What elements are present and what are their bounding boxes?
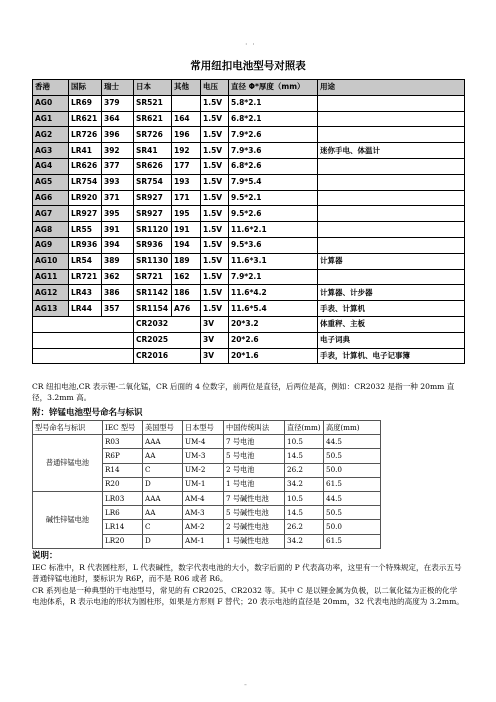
- table-cell: [172, 95, 201, 111]
- button-battery-table: [32, 79, 465, 364]
- table-cell: 5 号碱性电池: [224, 506, 285, 520]
- table-cell: 1.5V: [201, 174, 229, 190]
- table-cell: SR936: [134, 237, 172, 253]
- table-row: [33, 269, 465, 285]
- table-cell: 44.5: [324, 435, 381, 449]
- table-cell: LR41: [69, 143, 102, 159]
- table-cell: SR1142: [134, 285, 172, 301]
- table-cell: LR726: [69, 127, 102, 143]
- table-cell: IEC 型号: [103, 421, 143, 435]
- table-cell: 2 号电池: [224, 463, 285, 477]
- table-cell: AG6: [33, 190, 69, 206]
- table-cell: 1 号电池: [224, 477, 285, 491]
- table-cell: 手表、计算机: [318, 301, 465, 317]
- table-cell: [33, 348, 134, 364]
- table-cell: [318, 237, 465, 253]
- table-header-row: [33, 421, 381, 435]
- table-cell: 61.5: [324, 477, 381, 491]
- table-cell: CR2032: [134, 316, 201, 332]
- table-cell: 61.5: [324, 534, 381, 548]
- table-cell: [318, 111, 465, 127]
- table-cell: [318, 269, 465, 285]
- table-row: [33, 127, 465, 143]
- cr-note: CR 纽扣电池,CR 表示锂-二氧化锰，CR 后面的 4 位数字，前两位是直径，后两位是高，例如：CR2032 是指一种 20mm 直径，3.2mm 高。: [32, 382, 455, 403]
- table-cell: LR20: [103, 534, 143, 548]
- table-cell: 型号命名与标识: [33, 421, 103, 435]
- table-cell: 7 号电池: [224, 435, 285, 449]
- table-cell: 379: [102, 95, 134, 111]
- table-cell: [33, 316, 134, 332]
- table-cell: 1 号碱性电池: [224, 534, 285, 548]
- table-cell: 196: [172, 127, 201, 143]
- table-cell: AG2: [33, 127, 69, 143]
- table-cell: 50.0: [324, 520, 381, 534]
- table-row: [33, 491, 381, 505]
- table-cell: SR626: [134, 158, 172, 174]
- table-row: [33, 316, 465, 332]
- table-header-row: [33, 80, 465, 96]
- table-cell: 50.5: [324, 506, 381, 520]
- table-cell: 195: [172, 206, 201, 222]
- table-cell: SR927: [134, 206, 172, 222]
- table-cell: 162: [172, 269, 201, 285]
- table-cell: LR55: [69, 222, 102, 238]
- table-cell: 1.5V: [201, 127, 229, 143]
- table-cell: 1.5V: [201, 158, 229, 174]
- table-cell: [318, 222, 465, 238]
- table-cell: 1.5V: [201, 253, 229, 269]
- table-cell: 直径 Φ*厚度（mm）: [229, 80, 318, 96]
- table-cell: 7.9*3.6: [229, 143, 318, 159]
- table-cell: 20*1.6: [229, 348, 318, 364]
- table-cell: AG10: [33, 253, 69, 269]
- table-cell: SR1120: [134, 222, 172, 238]
- table-cell: [318, 174, 465, 190]
- table-row: [33, 301, 465, 317]
- table-cell: AG4: [33, 158, 69, 174]
- table-cell: 50.0: [324, 463, 381, 477]
- table-cell: [33, 332, 134, 348]
- table-cell: 日本型号: [183, 421, 224, 435]
- table-cell: 其他: [172, 80, 201, 96]
- table-cell: [318, 206, 465, 222]
- table-cell: AG5: [33, 174, 69, 190]
- table-cell: 1.5V: [201, 95, 229, 111]
- table-cell: R14: [103, 463, 143, 477]
- table-cell: LR754: [69, 174, 102, 190]
- table-cell: 34.2: [285, 534, 324, 548]
- table-cell: SR927: [134, 190, 172, 206]
- table-cell: 1.5V: [201, 111, 229, 127]
- table-cell: LR44: [69, 301, 102, 317]
- table-cell: 362: [102, 269, 134, 285]
- table-cell: 普通锌锰电池: [33, 435, 103, 492]
- table-cell: AA: [143, 506, 183, 520]
- table-cell: 手表，计算机、电子记事簿: [318, 348, 465, 364]
- table-cell: A76: [172, 301, 201, 317]
- table-cell: 193: [172, 174, 201, 190]
- table-cell: 3V: [201, 316, 229, 332]
- table-cell: 计算器、计步器: [318, 285, 465, 301]
- table-cell: AM-3: [183, 506, 224, 520]
- table-cell: LR927: [69, 206, 102, 222]
- table-cell: AG11: [33, 269, 69, 285]
- table-row: [33, 111, 465, 127]
- table-cell: 371: [102, 190, 134, 206]
- table-cell: 美国型号: [143, 421, 183, 435]
- table-cell: 9.5*3.6: [229, 237, 318, 253]
- table-cell: 6.8*2.1: [229, 111, 318, 127]
- zinc-manganese-subtitle: 附：锌锰电池型号命名与标识: [32, 408, 143, 418]
- table-cell: UM-4: [183, 435, 224, 449]
- table-cell: 9.5*2.1: [229, 190, 318, 206]
- table-cell: R03: [103, 435, 143, 449]
- table-cell: 2 号碱性电池: [224, 520, 285, 534]
- table-row: [33, 285, 465, 301]
- table-cell: 44.5: [324, 491, 381, 505]
- table-cell: AM-1: [183, 534, 224, 548]
- table-cell: 1.5V: [201, 269, 229, 285]
- table-cell: LR03: [103, 491, 143, 505]
- header-dots: · ·: [245, 40, 256, 49]
- table-cell: 164: [172, 111, 201, 127]
- table-cell: AG7: [33, 206, 69, 222]
- table-cell: 394: [102, 237, 134, 253]
- table-cell: SR754: [134, 174, 172, 190]
- table-cell: 11.6*4.2: [229, 285, 318, 301]
- table-cell: 50.5: [324, 449, 381, 463]
- table-cell: 191: [172, 222, 201, 238]
- table-cell: 171: [172, 190, 201, 206]
- table-cell: LR14: [103, 520, 143, 534]
- table-cell: UM-1: [183, 477, 224, 491]
- table-cell: SR521: [134, 95, 172, 111]
- table-cell: 5 号电池: [224, 449, 285, 463]
- table-cell: LR54: [69, 253, 102, 269]
- table-cell: CR2025: [134, 332, 201, 348]
- table-cell: AG13: [33, 301, 69, 317]
- table-cell: AG3: [33, 143, 69, 159]
- table-cell: LR920: [69, 190, 102, 206]
- table-cell: 10.5: [285, 491, 324, 505]
- table-cell: 中国传统叫法: [224, 421, 285, 435]
- table-row: [33, 174, 465, 190]
- table-cell: 10.5: [285, 435, 324, 449]
- table-cell: 国际: [69, 80, 102, 96]
- table-cell: 177: [172, 158, 201, 174]
- table-cell: LR621: [69, 111, 102, 127]
- table-cell: 3V: [201, 348, 229, 364]
- table-cell: 34.2: [285, 477, 324, 491]
- table-cell: R20: [103, 477, 143, 491]
- table-cell: AG0: [33, 95, 69, 111]
- table-cell: 392: [102, 143, 134, 159]
- table-cell: C: [143, 463, 183, 477]
- table-cell: 7.9*5.4: [229, 174, 318, 190]
- table-row: [33, 95, 465, 111]
- table-cell: SR41: [134, 143, 172, 159]
- table-cell: 1.5V: [201, 237, 229, 253]
- table-row: [33, 348, 465, 364]
- table-cell: CR2016: [134, 348, 201, 364]
- table-row: [33, 332, 465, 348]
- table-cell: 电子词典: [318, 332, 465, 348]
- table-cell: 瑞士: [102, 80, 134, 96]
- table-cell: 7.9*2.1: [229, 269, 318, 285]
- table-cell: SR1154: [134, 301, 172, 317]
- table-cell: [318, 158, 465, 174]
- table-row: [33, 435, 381, 449]
- table-cell: 396: [102, 127, 134, 143]
- table-cell: 7.9*2.6: [229, 127, 318, 143]
- table-cell: 6.8*2.6: [229, 158, 318, 174]
- table-cell: 194: [172, 237, 201, 253]
- table-cell: 20*2.6: [229, 332, 318, 348]
- table-cell: LR936: [69, 237, 102, 253]
- table-cell: 393: [102, 174, 134, 190]
- table-cell: LR626: [69, 158, 102, 174]
- table-cell: AG8: [33, 222, 69, 238]
- table-cell: AAA: [143, 491, 183, 505]
- table-cell: 186: [172, 285, 201, 301]
- table-cell: 1.5V: [201, 301, 229, 317]
- explanation-paragraph-1: IEC 标准中，R 代表圆柱形，L 代表碱性，数字代表电池的大小，数字后面的 P 代表高功率，这里有一个特殊规定，在表示五号普通锌锰电池时，要标识为 R6P，而不是 R06 或者 R6。: [32, 563, 462, 584]
- table-cell: D: [143, 477, 183, 491]
- table-cell: 389: [102, 253, 134, 269]
- table-cell: UM-2: [183, 463, 224, 477]
- table-cell: AG12: [33, 285, 69, 301]
- table-row: [33, 158, 465, 174]
- table-cell: 357: [102, 301, 134, 317]
- table-cell: 192: [172, 143, 201, 159]
- table-cell: 189: [172, 253, 201, 269]
- table-cell: UM-3: [183, 449, 224, 463]
- zinc-manganese-table: [32, 420, 381, 549]
- table-cell: LR721: [69, 269, 102, 285]
- table-cell: 391: [102, 222, 134, 238]
- table-cell: SR721: [134, 269, 172, 285]
- document-title: 常用纽扣电池型号对照表: [190, 60, 306, 72]
- table-cell: 高度(mm): [324, 421, 381, 435]
- table-cell: 11.6*2.1: [229, 222, 318, 238]
- table-cell: 直径(mm): [285, 421, 324, 435]
- table-cell: 1.5V: [201, 190, 229, 206]
- table-cell: AG9: [33, 237, 69, 253]
- table-cell: 计算器: [318, 253, 465, 269]
- table-cell: 迷你手电、体温计: [318, 143, 465, 159]
- table-cell: AM-4: [183, 491, 224, 505]
- table-cell: 7 号碱性电池: [224, 491, 285, 505]
- table-cell: AAA: [143, 435, 183, 449]
- table-cell: 14.5: [285, 506, 324, 520]
- table-cell: LR6: [103, 506, 143, 520]
- table-cell: LR69: [69, 95, 102, 111]
- table-cell: 395: [102, 206, 134, 222]
- table-cell: AG1: [33, 111, 69, 127]
- table-cell: 1.5V: [201, 222, 229, 238]
- table-cell: 日本: [134, 80, 172, 96]
- table-row: [33, 190, 465, 206]
- table-row: [33, 237, 465, 253]
- table-cell: [318, 95, 465, 111]
- table-cell: LR43: [69, 285, 102, 301]
- table-cell: 26.2: [285, 463, 324, 477]
- table-cell: 用途: [318, 80, 465, 96]
- table-cell: 3V: [201, 332, 229, 348]
- table-cell: SR726: [134, 127, 172, 143]
- table-cell: 11.6*3.1: [229, 253, 318, 269]
- table-cell: 386: [102, 285, 134, 301]
- table-cell: 364: [102, 111, 134, 127]
- footer-dots: -: [244, 680, 247, 689]
- table-row: [33, 206, 465, 222]
- table-cell: D: [143, 534, 183, 548]
- table-cell: C: [143, 520, 183, 534]
- table-cell: 碱性锌锰电池: [33, 491, 103, 548]
- table-cell: 26.2: [285, 520, 324, 534]
- table-cell: SR621: [134, 111, 172, 127]
- table-cell: SR1130: [134, 253, 172, 269]
- table-cell: [318, 127, 465, 143]
- table-cell: 5.8*2.1: [229, 95, 318, 111]
- table-row: [33, 143, 465, 159]
- table-cell: AA: [143, 449, 183, 463]
- table-cell: 香港: [33, 80, 69, 96]
- table-cell: 电压: [201, 80, 229, 96]
- table-cell: R6P: [103, 449, 143, 463]
- explanation-heading: 说明：: [32, 551, 58, 561]
- table-cell: [318, 190, 465, 206]
- explanation-paragraph-2: CR 系列也是一种典型的干电池型号，常见的有 CR2025、CR2032 等。其中 C 是以锂金属为负极，以二氧化锰为正极的化学电池体系，R 表示电池的形状为圆柱形，如果是方形则 F 替代；20 表示电池的直径是 20mm，32 代表电池的高度为 3.2mm。: [32, 586, 464, 607]
- table-cell: 11.6*5.4: [229, 301, 318, 317]
- table-cell: 377: [102, 158, 134, 174]
- table-cell: AM-2: [183, 520, 224, 534]
- table-row: [33, 222, 465, 238]
- table-cell: 体重秤、主板: [318, 316, 465, 332]
- table-cell: 14.5: [285, 449, 324, 463]
- table-cell: 9.5*2.6: [229, 206, 318, 222]
- table-row: [33, 253, 465, 269]
- table-cell: 1.5V: [201, 143, 229, 159]
- table-cell: 1.5V: [201, 285, 229, 301]
- table-cell: 20*3.2: [229, 316, 318, 332]
- table-cell: 1.5V: [201, 206, 229, 222]
